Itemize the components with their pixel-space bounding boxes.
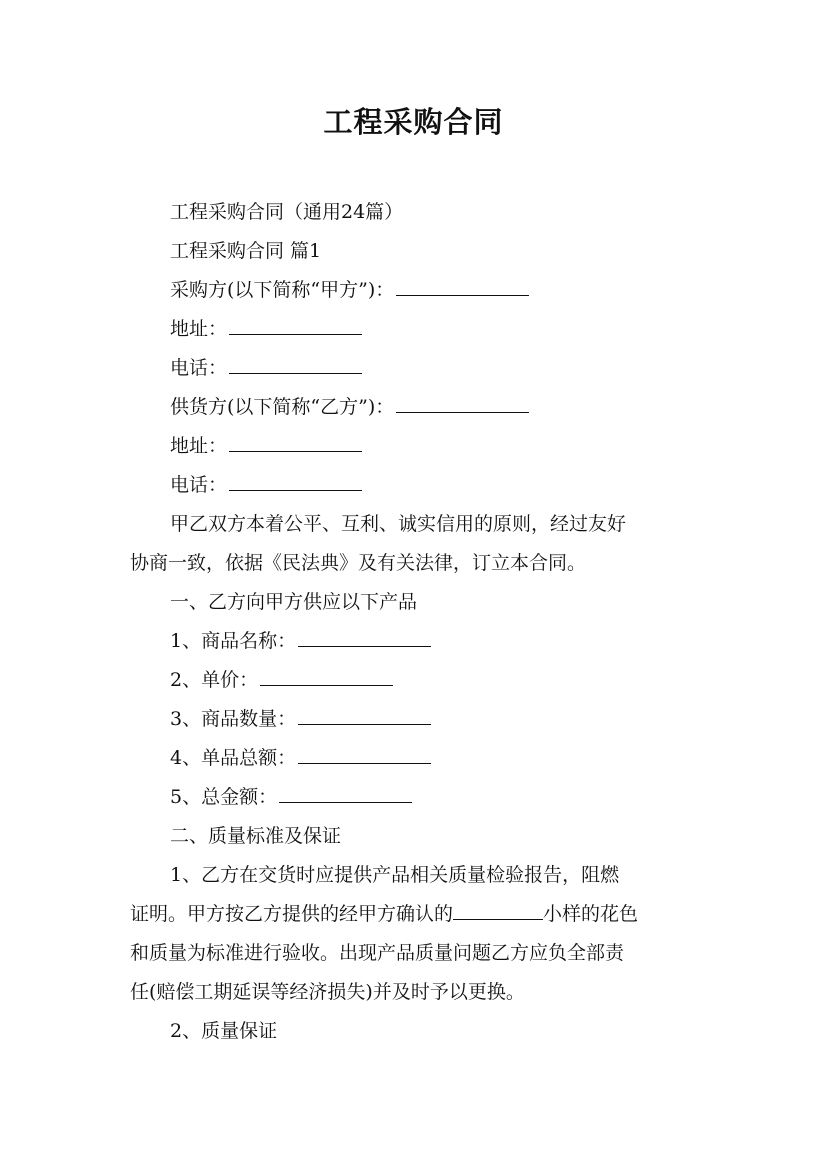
- buyer-address-label: 地址：: [170, 318, 228, 340]
- subtitle: 工程采购合同（通用24篇）: [170, 201, 404, 223]
- buyer-line: [130, 271, 705, 310]
- quality-line-2-start: 证明。甲方按乙方提供的经甲方确认的: [130, 903, 454, 925]
- sample-blank: [453, 902, 543, 920]
- item-2-label: 2、单价：: [170, 669, 259, 691]
- section1-heading: 一、乙方向甲方供应以下产品: [170, 591, 418, 613]
- buyer-phone-label: 电话：: [170, 357, 228, 379]
- quality-line-1: 1、乙方在交货时应提供产品相关质量检验报告，阻燃: [170, 864, 620, 886]
- item-2-line: [130, 661, 705, 700]
- supplier-phone-label: 电话：: [170, 474, 228, 496]
- item-3-label: 3、商品数量：: [170, 708, 297, 730]
- buyer-name-blank: [396, 278, 529, 296]
- supplier-phone-blank: [229, 473, 362, 491]
- supplier-line: [130, 388, 705, 427]
- supplier-label: 供货方(以下简称“乙方”)：: [170, 396, 395, 418]
- item-1-blank: [298, 629, 431, 647]
- chapter-line: [130, 232, 705, 271]
- supplier-address-line: [130, 427, 705, 466]
- item-5-label: 5、总金额：: [170, 786, 278, 808]
- quality-line-4: 任(赔偿工期延误等经济损失)并及时予以更换。: [130, 981, 525, 1003]
- quality-line-3: 和质量为标准进行验收。出现产品质量问题乙方应负全部责: [130, 942, 625, 964]
- item-2-blank: [260, 668, 393, 686]
- supplier-address-blank: [229, 434, 362, 452]
- supplier-phone-line: [130, 466, 705, 505]
- section2-heading: 二、质量标准及保证: [170, 825, 342, 847]
- item-4-label: 4、单品总额：: [170, 747, 297, 769]
- document-title: 工程采购合同: [323, 105, 504, 139]
- buyer-label: 采购方(以下简称“甲方”)：: [170, 279, 395, 301]
- intro-line-1: 甲乙双方本着公平、互利、诚实信用的原则，经过友好: [170, 513, 627, 535]
- item-3-line: [130, 700, 705, 739]
- item-5-blank: [279, 785, 412, 803]
- item-1-label: 1、商品名称：: [170, 630, 297, 652]
- buyer-phone-line: [130, 349, 705, 388]
- quality-item-2: 2、质量保证: [170, 1020, 278, 1042]
- buyer-address-line: [130, 310, 705, 349]
- buyer-phone-blank: [229, 356, 362, 374]
- intro-line-2: 协商一致，依据《民法典》及有关法律，订立本合同。: [130, 552, 587, 574]
- item-5-line: [130, 778, 705, 817]
- item-1-line: [130, 622, 705, 661]
- buyer-address-blank: [229, 317, 362, 335]
- supplier-name-blank: [396, 395, 529, 413]
- chapter-heading: 工程采购合同 篇1: [170, 240, 322, 262]
- item-3-blank: [298, 707, 431, 725]
- subtitle-line: [130, 193, 705, 232]
- item-4-blank: [298, 746, 431, 764]
- quality-line-2-end: 小样的花色: [543, 903, 639, 925]
- document-body: [130, 193, 705, 1051]
- supplier-address-label: 地址：: [170, 435, 228, 457]
- item-4-line: [130, 739, 705, 778]
- quality-line-2: [130, 895, 705, 934]
